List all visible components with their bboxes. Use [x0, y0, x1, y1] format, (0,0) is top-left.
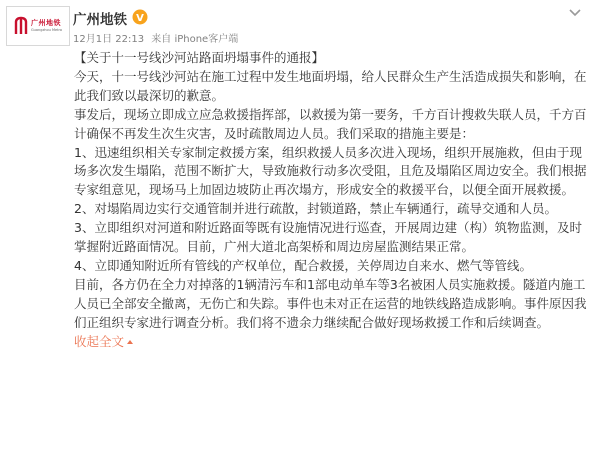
- post-paragraph-measure-2: 2、对塌陷周边实行交通管制并进行疏散，封锁道路，禁止车辆通行，疏导交通和人员。: [74, 201, 557, 217]
- verified-badge-icon: [132, 9, 148, 25]
- post-meta: [73, 30, 242, 45]
- svg-text:V: V: [136, 12, 144, 24]
- post-title: 【关于十一号线沙河站路面坍塌事件的通报】: [74, 50, 325, 65]
- post-body: [74, 49, 594, 352]
- post-source: 来自 iPhone客户端: [151, 34, 239, 45]
- post-paragraph-measure-3: 3、立即组织对河道和附近路面等既有设施情况进行巡查，开展周边建（构）筑物监测，及时掌握附近路面情况。目前，广州大道北高架桥和周边房屋监测结果正常。: [74, 220, 582, 255]
- account-name-link[interactable]: 广州地铁: [73, 12, 127, 28]
- logo-text: [31, 20, 62, 33]
- collapse-full-text-link[interactable]: [74, 334, 134, 349]
- avatar[interactable]: [6, 6, 70, 46]
- logo-text-cn: 广州地铁: [30, 18, 61, 27]
- post-paragraph-status-text: 目前，各方仍在全力对掉落的1辆清污车和1部电动单车等3名被困人员实施救援。隧道内施工人员已全部安全撤离，无伤亡和失踪。事件也未对正在运营的地铁线路造成影响。事件原因我们正组织专家进行调查分析。我们将不遗余力继续配合做好现场救援工作和后续调查。: [74, 276, 587, 330]
- chevron-down-icon[interactable]: [567, 4, 583, 20]
- post-paragraph-status: [74, 276, 594, 352]
- post-paragraph-measure-4: 4、立即通知附近所有管线的产权单位，配合救援，关停周边自来水、燃气等管线。: [74, 257, 532, 273]
- post-paragraph-measure-1: 1、迅速组织相关专家制定救援方案，组织救援人员多次进入现场，组织开展施救，但由于现场多次发生塌陷，范围不断扩大，导致施救行动多次受阻，且危及塌陷区周边安全。我们根据专家组意见，现场马上加固边坡防止再次塌方，形成安全的救援平台，以便全面开展救援。: [74, 144, 587, 198]
- logo-text-en: Guangzhou Metro: [30, 27, 63, 32]
- collapse-full-text-label: 收起全文: [74, 333, 125, 349]
- post-time[interactable]: 12月1日 22:13: [73, 34, 145, 45]
- caret-up-icon: [126, 338, 134, 346]
- post-paragraph-intro: 今天，十一号线沙河站在施工过程中发生地面坍塌，给人民群众生产生活造成损失和影响，在此我们致以最深切的歉意。: [74, 68, 587, 103]
- post-paragraph-response: 事发后，现场立即成立应急救援指挥部，以救援为第一要务，千方百计搜救失联人员，千方百计确保不再发生次生灾害，及时疏散周边人员。我们采取的措施主要是：: [74, 106, 587, 141]
- guangzhou-metro-logo-icon: [14, 16, 28, 36]
